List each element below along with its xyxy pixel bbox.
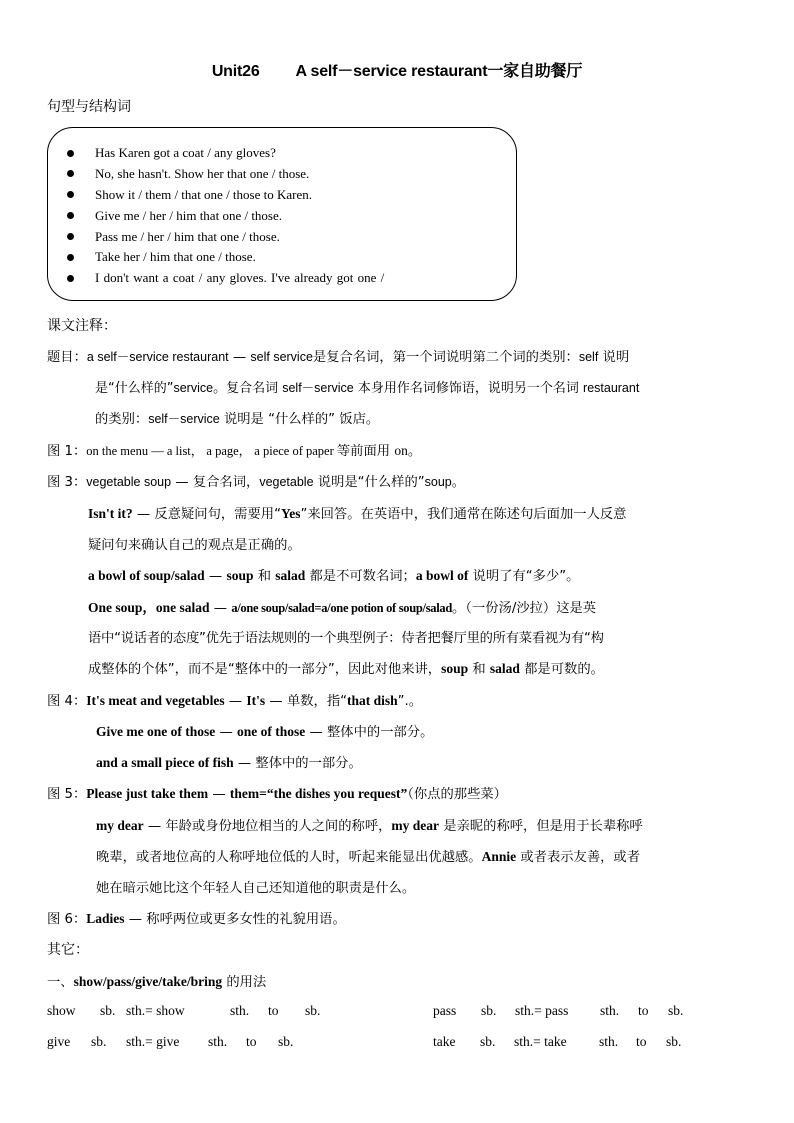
usage-give: give sb. sth.= give sth. to sb. <box>47 1034 294 1049</box>
note-title-line3: 的类别：self－service 说明是 “什么样的” 饭店。 <box>95 412 380 427</box>
page-title <box>0 58 794 81</box>
note-fig4: 图 4：It's meat and vegetables — It's — 单数，指“that dish”.。 <box>47 693 423 709</box>
other-heading: 其它： <box>47 942 89 958</box>
bullet-icon <box>67 254 74 261</box>
usage-heading: 一、show/pass/give/take/bring 的用法 <box>47 974 267 990</box>
pattern-item: Pass me / her / him that one / those. <box>67 227 384 248</box>
note-title-line2: 是“什么样的”service。复合名词 self－service 本身用作名词修饰语，说明另一个名词 restaurant <box>95 381 640 396</box>
pattern-item: I don't want a coat / any gloves. I've already got one / <box>67 268 384 289</box>
bullet-icon <box>67 170 74 177</box>
pattern-item: Has Karen got a coat / any gloves? <box>67 143 384 164</box>
bullet-icon <box>67 150 74 157</box>
pattern-item: Give me / her / him that one / those. <box>67 206 384 227</box>
note-dear-line2: 晚辈，或者地位高的人称呼地位低的人时，听起来能显出优越感。Annie 或者表示友善，或者 <box>96 849 641 865</box>
bullet-icon <box>67 233 74 240</box>
note-title-line1: 题目：a self－service restaurant — self service是复合名词，第一个词说明第二个词的类别：self 说明 <box>47 350 630 365</box>
note-fig1: 图 1：on the menu — a list， a page， a piece of paper 等前面用 on。 <box>47 443 422 459</box>
note-fig6: 图 6：Ladies — 称呼两位或更多女性的礼貌用语。 <box>47 911 346 927</box>
title-english: A self－service restaurant <box>295 63 488 80</box>
usage-pass: pass sb. sth.= pass sth. to sb. <box>433 1003 684 1018</box>
bullet-icon <box>67 212 74 219</box>
note-give: Give me one of those — one of those — 整体中的一部分。 <box>96 724 434 740</box>
pattern-box <box>47 127 517 301</box>
note-fig5: 图 5：Please just take them — them=“the dishes you request”（你点的那些菜） <box>47 786 507 802</box>
usage-take: take sb. sth.= take sth. to sb. <box>433 1034 682 1049</box>
section-heading-patterns: 句型与结构词 <box>47 99 131 115</box>
note-dear-line3: 她在暗示她比这个年轻人自己还知道他的职责是什么。 <box>96 881 416 896</box>
notes-heading: 课文注释： <box>47 318 117 334</box>
note-isnt-line1: Isn't it? — 反意疑问句，需要用“Yes”来回答。在英语中，我们通常在陈述句后面加一人反意 <box>88 506 627 522</box>
pattern-item: Show it / them / that one / those to Karen. <box>67 185 384 206</box>
note-one-line2: 语中“说话者的态度”优先于语法规则的一个典型例子：侍者把餐厅里的所有菜看视为有“构 <box>88 631 604 646</box>
note-one-line1: One soup，one salad — a/one soup/salad=a/one potion of soup/salad。（一份汤/沙拉）这是英 <box>88 600 597 616</box>
bullet-icon <box>67 275 74 282</box>
unit-number: Unit26 <box>211 63 260 80</box>
bullet-icon <box>67 191 74 198</box>
pattern-item: Take her / him that one / those. <box>67 247 384 268</box>
usage-show: show sb. sth.= show sth. to sb. <box>47 1003 321 1018</box>
note-fig3: 图 3：vegetable soup — 复合名词，vegetable 说明是“什么样的”soup。 <box>47 475 466 490</box>
note-fish: and a small piece of fish — 整体中的一部分。 <box>96 755 362 771</box>
note-one-line3: 成整体的个体”，而不是“整体中的一部分”，因此对他来讲，soup 和 salad 都是可数的。 <box>88 661 604 677</box>
note-bowl: a bowl of soup/salad — soup 和 salad 都是不可数名词；a bowl of 说明了有“多少”。 <box>88 568 580 584</box>
pattern-item: No, she hasn't. Show her that one / those. <box>67 164 384 185</box>
note-isnt-line2: 疑问句来确认自己的观点是正确的。 <box>88 538 301 553</box>
note-dear-line1: my dear — 年龄或身份地位相当的人之间的称呼，my dear 是亲昵的称呼，但是用于长辈称呼 <box>96 818 643 834</box>
title-chinese: 一家自助餐厅 <box>487 61 583 80</box>
pattern-list <box>67 143 384 289</box>
